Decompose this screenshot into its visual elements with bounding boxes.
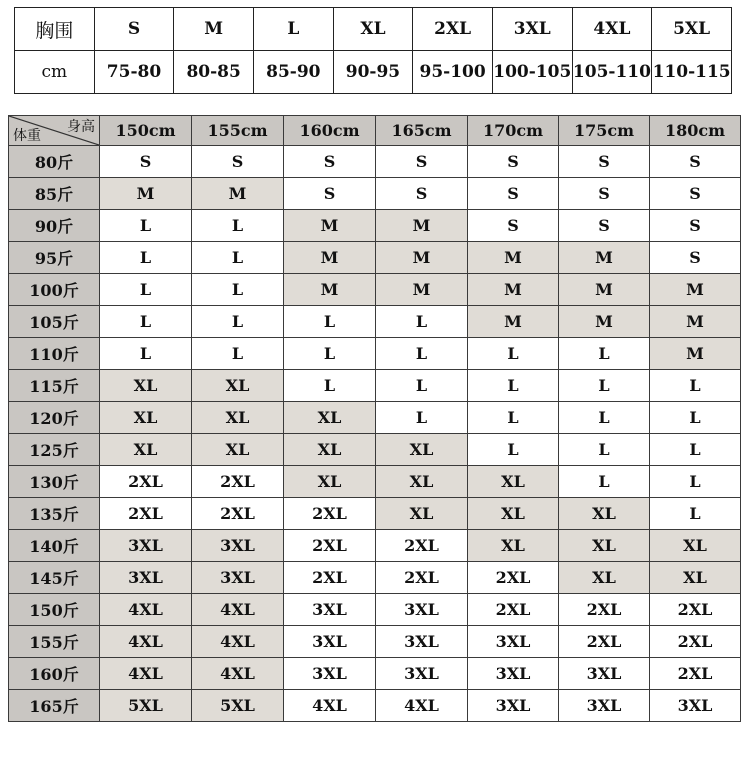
chest-size-table xyxy=(14,7,732,94)
size-cell: M xyxy=(376,274,468,306)
size-cell: XL xyxy=(559,498,650,530)
size-cell: 2XL xyxy=(284,562,376,594)
weight-row xyxy=(9,178,741,210)
size-cell: 2XL xyxy=(284,530,376,562)
size-cell: 3XL xyxy=(468,626,559,658)
size-cell: S xyxy=(650,178,741,210)
weight-row xyxy=(9,210,741,242)
size-cell: 2XL xyxy=(100,498,192,530)
weight-row xyxy=(9,274,741,306)
size-cell: XL xyxy=(376,466,468,498)
size-cell: XL xyxy=(376,498,468,530)
size-cell: L xyxy=(376,338,468,370)
chest-label: 胸围 xyxy=(15,8,95,51)
size-cell: L xyxy=(650,498,741,530)
weight-label: 150斤 xyxy=(9,594,100,626)
size-cell: 2XL xyxy=(559,626,650,658)
size-cell: L xyxy=(468,338,559,370)
size-cell: 2XL xyxy=(100,466,192,498)
size-cell: 3XL xyxy=(100,562,192,594)
weight-label: 125斤 xyxy=(9,434,100,466)
weight-label: 160斤 xyxy=(9,658,100,690)
size-cell: S xyxy=(468,146,559,178)
size-cell: L xyxy=(284,306,376,338)
size-cell: XL xyxy=(284,466,376,498)
size-cell: XL xyxy=(650,530,741,562)
weight-label: 100斤 xyxy=(9,274,100,306)
size-cell: L xyxy=(192,242,284,274)
weight-label: 145斤 xyxy=(9,562,100,594)
size-cell: M xyxy=(559,274,650,306)
size-cell: M xyxy=(284,210,376,242)
height-header-cell: 170cm xyxy=(468,116,559,146)
size-cell: XL xyxy=(559,530,650,562)
chest-range: 100-105 xyxy=(492,51,572,94)
size-cell: L xyxy=(650,466,741,498)
size-cell: 2XL xyxy=(650,594,741,626)
size-cell: 3XL xyxy=(100,530,192,562)
size-cell: L xyxy=(100,338,192,370)
size-cell: M xyxy=(559,306,650,338)
size-cell: 3XL xyxy=(284,658,376,690)
size-cell: 4XL xyxy=(100,658,192,690)
size-cell: L xyxy=(559,370,650,402)
size-cell: S xyxy=(468,178,559,210)
size-cell: M xyxy=(100,178,192,210)
size-cell: S xyxy=(468,210,559,242)
weight-row xyxy=(9,626,741,658)
size-cell: 3XL xyxy=(559,690,650,722)
weight-label: 110斤 xyxy=(9,338,100,370)
size-cell: M xyxy=(468,274,559,306)
weight-row xyxy=(9,498,741,530)
chest-size: 4XL xyxy=(572,8,652,51)
chest-unit: cm xyxy=(15,51,95,94)
height-weight-size-chart xyxy=(8,115,741,722)
size-cell: XL xyxy=(192,402,284,434)
height-header-cell: 160cm xyxy=(284,116,376,146)
size-cell: L xyxy=(650,370,741,402)
corner-weight-label: 体重 xyxy=(13,128,41,144)
size-cell: XL xyxy=(468,498,559,530)
size-cell: L xyxy=(376,402,468,434)
size-cell: 5XL xyxy=(100,690,192,722)
size-cell: XL xyxy=(650,562,741,594)
size-cell: 3XL xyxy=(650,690,741,722)
weight-row xyxy=(9,242,741,274)
size-cell: 3XL xyxy=(284,626,376,658)
size-cell: 2XL xyxy=(650,626,741,658)
size-cell: L xyxy=(559,402,650,434)
weight-label: 80斤 xyxy=(9,146,100,178)
chest-range-row xyxy=(15,51,732,94)
size-cell: L xyxy=(192,306,284,338)
weight-label: 130斤 xyxy=(9,466,100,498)
size-cell: L xyxy=(192,274,284,306)
size-cell: 2XL xyxy=(376,562,468,594)
size-cell: 2XL xyxy=(376,530,468,562)
size-cell: L xyxy=(192,338,284,370)
chest-range: 95-100 xyxy=(413,51,493,94)
size-cell: 2XL xyxy=(559,594,650,626)
size-cell: M xyxy=(284,242,376,274)
size-cell: L xyxy=(100,306,192,338)
size-cell: 3XL xyxy=(284,594,376,626)
size-cell: 4XL xyxy=(100,626,192,658)
size-cell: XL xyxy=(559,562,650,594)
size-cell: XL xyxy=(468,530,559,562)
size-cell: XL xyxy=(192,434,284,466)
weight-row xyxy=(9,530,741,562)
weight-row xyxy=(9,690,741,722)
weight-label: 90斤 xyxy=(9,210,100,242)
size-cell: 3XL xyxy=(376,594,468,626)
chest-size: 3XL xyxy=(492,8,572,51)
chest-range: 85-90 xyxy=(253,51,333,94)
weight-label: 120斤 xyxy=(9,402,100,434)
weight-label: 135斤 xyxy=(9,498,100,530)
corner-height-label: 身高 xyxy=(67,119,95,135)
size-cell: L xyxy=(468,434,559,466)
chest-size: L xyxy=(253,8,333,51)
size-cell: M xyxy=(284,274,376,306)
height-header-cell: 180cm xyxy=(650,116,741,146)
height-header-cell: 150cm xyxy=(100,116,192,146)
height-header-cell: 165cm xyxy=(376,116,468,146)
size-cell: 4XL xyxy=(376,690,468,722)
size-cell: L xyxy=(559,466,650,498)
size-cell: 4XL xyxy=(100,594,192,626)
size-cell: 2XL xyxy=(284,498,376,530)
size-cell: 3XL xyxy=(468,690,559,722)
size-cell: S xyxy=(559,146,650,178)
weight-row xyxy=(9,402,741,434)
size-cell: 2XL xyxy=(468,594,559,626)
weight-row xyxy=(9,434,741,466)
size-cell: L xyxy=(284,370,376,402)
size-cell: S xyxy=(376,146,468,178)
size-cell: M xyxy=(376,242,468,274)
size-cell: S xyxy=(650,242,741,274)
size-cell: 3XL xyxy=(192,562,284,594)
size-cell: S xyxy=(559,210,650,242)
size-cell: L xyxy=(468,370,559,402)
weight-label: 115斤 xyxy=(9,370,100,402)
size-cell: L xyxy=(100,274,192,306)
size-cell: XL xyxy=(376,434,468,466)
size-cell: 3XL xyxy=(192,530,284,562)
size-cell: XL xyxy=(100,370,192,402)
size-cell: XL xyxy=(100,434,192,466)
chest-size: 5XL xyxy=(652,8,732,51)
size-cell: M xyxy=(650,306,741,338)
chest-size: M xyxy=(174,8,254,51)
size-cell: S xyxy=(559,178,650,210)
size-cell: XL xyxy=(192,370,284,402)
size-cell: S xyxy=(284,178,376,210)
weight-label: 165斤 xyxy=(9,690,100,722)
size-cell: L xyxy=(559,338,650,370)
size-cell: S xyxy=(100,146,192,178)
weight-row xyxy=(9,658,741,690)
size-cell: 3XL xyxy=(468,658,559,690)
chest-range: 110-115 xyxy=(652,51,732,94)
size-cell: L xyxy=(468,402,559,434)
weight-label: 95斤 xyxy=(9,242,100,274)
size-cell: 2XL xyxy=(192,498,284,530)
size-cell: 4XL xyxy=(192,658,284,690)
size-cell: 3XL xyxy=(376,658,468,690)
weight-row xyxy=(9,370,741,402)
size-cell: L xyxy=(559,434,650,466)
weight-label: 155斤 xyxy=(9,626,100,658)
chest-size: 2XL xyxy=(413,8,493,51)
size-cell: L xyxy=(376,306,468,338)
chest-size-row xyxy=(15,8,732,51)
size-cell: L xyxy=(100,210,192,242)
size-cell: XL xyxy=(284,402,376,434)
size-cell: S xyxy=(650,210,741,242)
height-header-cell: 175cm xyxy=(559,116,650,146)
chest-range: 105-110 xyxy=(572,51,652,94)
size-cell: XL xyxy=(100,402,192,434)
weight-row xyxy=(9,562,741,594)
weight-row xyxy=(9,466,741,498)
size-cell: L xyxy=(192,210,284,242)
size-cell: M xyxy=(468,242,559,274)
size-cell: 4XL xyxy=(284,690,376,722)
size-cell: L xyxy=(376,370,468,402)
size-cell: M xyxy=(468,306,559,338)
weight-row xyxy=(9,594,741,626)
weight-row xyxy=(9,146,741,178)
size-cell: M xyxy=(192,178,284,210)
size-cell: S xyxy=(192,146,284,178)
chest-range: 80-85 xyxy=(174,51,254,94)
weight-row xyxy=(9,306,741,338)
weight-label: 140斤 xyxy=(9,530,100,562)
size-cell: M xyxy=(559,242,650,274)
size-cell: 2XL xyxy=(192,466,284,498)
chest-range: 75-80 xyxy=(94,51,174,94)
size-cell: L xyxy=(284,338,376,370)
height-header-row xyxy=(9,116,741,146)
weight-row xyxy=(9,338,741,370)
size-cell: M xyxy=(650,274,741,306)
size-cell: L xyxy=(100,242,192,274)
size-cell: 2XL xyxy=(468,562,559,594)
size-cell: 4XL xyxy=(192,594,284,626)
size-cell: S xyxy=(650,146,741,178)
chest-size: S xyxy=(94,8,174,51)
size-cell: 3XL xyxy=(376,626,468,658)
size-cell: L xyxy=(650,402,741,434)
size-cell: 4XL xyxy=(192,626,284,658)
size-cell: S xyxy=(376,178,468,210)
chest-size: XL xyxy=(333,8,413,51)
size-cell: M xyxy=(650,338,741,370)
chest-range: 90-95 xyxy=(333,51,413,94)
size-cell: 5XL xyxy=(192,690,284,722)
size-cell: S xyxy=(284,146,376,178)
weight-label: 105斤 xyxy=(9,306,100,338)
size-cell: XL xyxy=(284,434,376,466)
size-cell: M xyxy=(376,210,468,242)
size-cell: XL xyxy=(468,466,559,498)
corner-cell xyxy=(9,116,100,146)
height-header-cell: 155cm xyxy=(192,116,284,146)
size-cell: L xyxy=(650,434,741,466)
weight-label: 85斤 xyxy=(9,178,100,210)
size-cell: 2XL xyxy=(650,658,741,690)
size-cell: 3XL xyxy=(559,658,650,690)
